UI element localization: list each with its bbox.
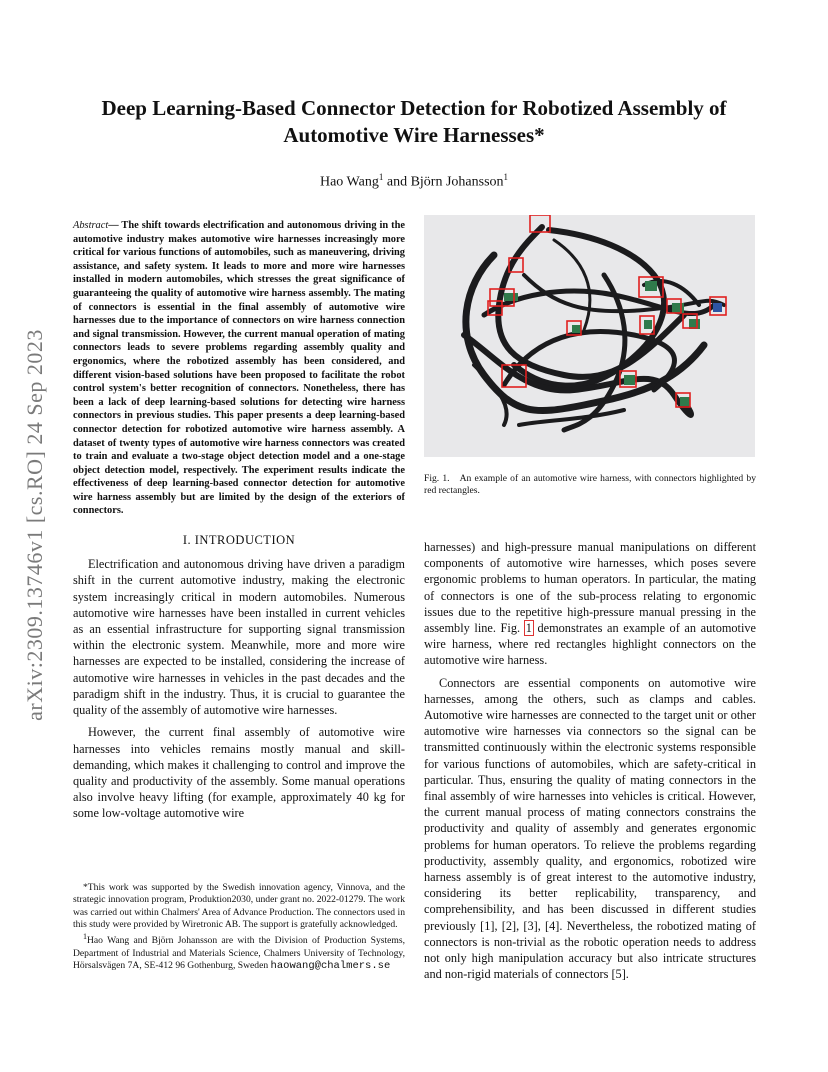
arxiv-id-text: arXiv:2309.13746v1 [cs.RO] 24 Sep 2023	[22, 329, 47, 721]
abstract-lead: Abstract	[73, 220, 109, 231]
right-paragraph-1-b: demonstrates an example of an automotive wire harness, where red rectangles highlight connectors on the automotive wire harness.	[424, 621, 757, 668]
figure-caption-text: An example of an automotive wire harness, with connectors highlighted by red rectangles.	[424, 473, 756, 497]
intro-paragraph-2: However, the current final assembly of automotive wire harnesses into vehicles remains mostly manual and skill-demanding, which makes it challenging to control and improve the quality and productivity of the assembly. Some manual operations also involve heavy lifting (for example, approximately 40 kg for some low-voltage automotive wire	[73, 725, 405, 821]
author-and: and	[383, 174, 411, 190]
right-paragraph-2: Connectors are essential components on automotive wire harnesses, among the others, such as clamps and cables. Automotive wire harnesses are connected to the target unit or other automotive wire harnesses via connectors so the signal can be transmitted continuously within the electronic systems responsible for various functions of automobiles, which are safety-critical in particular. Thus, ensuring the quality of mating connectors in the final assembly of wire harnesses into vehicles is critical. However, the current manual process of mating connectors constrains the productivity and quality of assembly and generates ergonomic problems for human operators. To relieve the problems regarding productivity, assembly quality, and ergonomics, robotized wire harness assembly is of great interest to the automotive industry, considering its better replicability, transparency, and comprehensibility, and has been discussed in different studies previously [1], [2], [3], [4]. Nevertheless, the robotized mating of connectors is non-trivial as the robotic operation needs to address not only high manipulation accuracy but also intricate structures and non-rigid materials of connectors [5].	[424, 675, 756, 982]
author-1: Hao Wang	[319, 174, 379, 190]
figure-wire-harness-photo	[424, 215, 755, 457]
author-1-affil: 1	[378, 172, 384, 182]
author-email: haowang@chalmers.se	[270, 959, 391, 972]
footnote-affil-marker: 1	[83, 932, 87, 942]
footnotes	[73, 882, 405, 972]
left-column	[73, 219, 405, 828]
right-paragraph-1-a: harnesses) and high-pressure manual manipulations on different components of automotive wire harnesses, which poses severe ergonomic problems to human operators. In particular, the mating of connectors is one of the sub-process relating to ergonomic issues due to the repetitive high-pressure manual pressing in the assembly line. Fig.	[424, 540, 756, 636]
footnote-affil-text: Hao Wang and Björn Johansson are with the Division of Production Systems, Department of Industrial and Materials Science, Chalmers University of Technology, Hörsalsvägen 7A, SE-412 96 Gothenburg, Sweden	[73, 935, 405, 971]
arxiv-identifier	[20, 290, 50, 760]
figure-reference-link[interactable]: 1	[525, 621, 532, 636]
abstract-text: — The shift towards electrification and autonomous driving in the automotive industry makes automotive wire harnesses increasingly more critical for various functions of automobiles, such as maneuvering, driving assistance, and safety system. It leads to more and more wire harnesses installed in modern automobiles, which stresses the great significance of guaranteeing the quality of automotive wire harness assembly. The mating of connectors is essential in the final assembly of automotive wire harnesses due to the importance of connectors on wire harness connection and signal transmission. However, the current manual operation of mating connectors leads to severe problems regarding assembly quality and ergonomics, where the robotized assembly has been considered, and different vision-based solutions have been proposed to facilitate the robot control system's better recognition of connectors. Nonetheless, there has been a lack of deep learning-based solutions for detecting wire harness connectors in previous studies. This paper presents a deep learning-based connector detection for robotized automotive wire harness assembly. A dataset of twenty types of automotive wire harness connectors was created to train and evaluate a two-stage object detection model and a one-stage object detection model, respectively. The experiment results indicate the effectiveness of deep learning-based connector detection for automotive wire harness assembly but are limited by the design of the exteriors of connectors.	[73, 220, 405, 517]
abstract	[73, 219, 405, 518]
title-line-1: Deep Learning-Based Connector Detection for Robotized Assembly of	[101, 96, 727, 120]
author-2: Björn Johansson	[410, 174, 504, 190]
footnote-funding: *This work was supported by the Swedish innovation agency, Vinnova, and the strategic innovation program, Produktion2030, under grant no. 2022-01279. The work was carried out within Chalmers' Area of Advance Production. The connectors used in this study were provided by Wiretronic AB. The support is gratefully acknowledged.	[73, 882, 405, 930]
section-heading-introduction: I. INTRODUCTION	[182, 533, 296, 548]
author-list	[60, 172, 768, 191]
right-paragraph-1	[424, 539, 756, 669]
footnote-affiliation	[73, 931, 405, 972]
author-2-affil: 1	[503, 172, 509, 182]
intro-paragraph-1: Electrification and autonomous driving have driven a paradigm shift in the current automotive industry, making the electronic system increasingly critical in modern automobiles. Numerous automotive wire harnesses have been installed in current vehicles as an essential infrastructure for supporting signal transmission within the electronic system. Meanwhile, more and more wire harnesses are expected to be installed, considering the increase of automotive wire harnesses in vehicles in the past decades and the paradigm shift in the industry. Thus, it is crucial to guarantee the quality of the assembly of automotive wire harnesses.	[73, 557, 405, 718]
paper-title	[60, 95, 768, 149]
figure-label: Fig. 1.	[424, 473, 450, 484]
title-line-2: Automotive Wire Harnesses*	[283, 123, 545, 147]
right-column-text	[424, 539, 756, 988]
figure-caption	[424, 473, 756, 498]
right-column-figure	[424, 219, 756, 498]
wire-harness-illustration	[424, 215, 755, 457]
